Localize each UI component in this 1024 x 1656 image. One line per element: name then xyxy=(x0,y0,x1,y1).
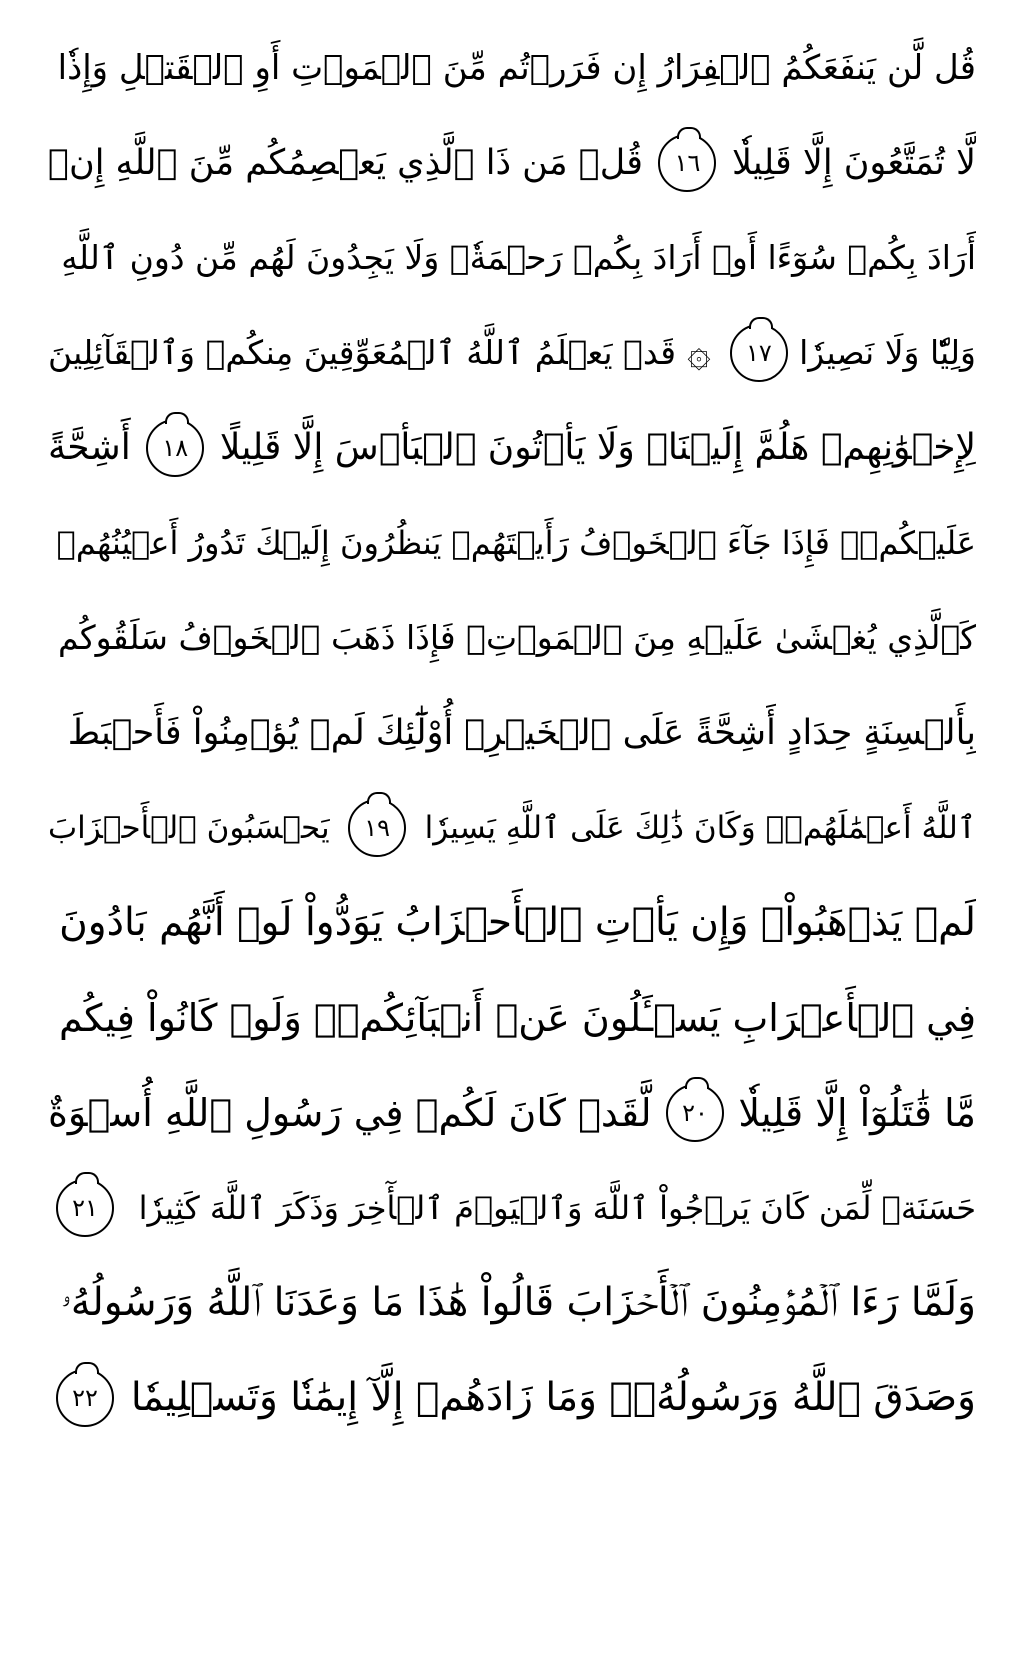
ayah-end-marker: ٢٢ xyxy=(56,1369,114,1427)
verse-text: لَمۡ يَذۡهَبُواْۖ وَإِن يَأۡتِ ٱلۡأَحۡزَابُ يَوَدُّواْ لَوۡ أَنَّهُم بَادُونَ xyxy=(59,900,976,945)
ayah-end-marker: ١٩ xyxy=(348,799,406,857)
rub-el-hizb-icon: ۞ xyxy=(687,330,711,376)
verse-line xyxy=(48,309,976,397)
verse-line xyxy=(48,1259,976,1347)
verse-text: لَّا تُمَتَّعُونَ إِلَّا قَلِيلٗا xyxy=(732,143,976,183)
verse-text: ٱللَّهُ أَعۡمَٰلَهُمۡۚ وَكَانَ ذَٰلِكَ عَلَى ٱللَّهِ يَسِيرٗا xyxy=(424,810,976,846)
verse-text: قُل لَّن يَنفَعَكُمُ ٱلۡفِرَارُ إِن فَرَرۡتُم مِّنَ ٱلۡمَوۡتِ أَوِ ٱلۡقَتۡلِ وَإِذٗا xyxy=(57,48,976,88)
verse-line xyxy=(48,119,976,207)
verse-text: كَٱلَّذِي يُغۡشَىٰ عَلَيۡهِ مِنَ ٱلۡمَوۡتِۖ فَإِذَا ذَهَبَ ٱلۡخَوۡفُ سَلَقُوكُم xyxy=(57,618,976,657)
verse-text: يَحۡسَبُونَ ٱلۡأَحۡزَابَ xyxy=(48,810,330,846)
verse-line xyxy=(48,784,976,872)
verse-line xyxy=(48,1164,976,1252)
verse-text: وَلَمَّا رَءَا ٱلۡمُؤۡمِنُونَ ٱلۡأَحۡزَابَ قَالُواْ هَٰذَا مَا وَعَدَنَا ٱللَّهُ وَرَسُولُهُۥ xyxy=(61,1280,976,1325)
verse-text: قُلۡ مَن ذَا ٱلَّذِي يَعۡصِمُكُم مِّنَ ٱللَّهِ إِنۡ xyxy=(48,143,643,183)
verse-line xyxy=(48,214,976,302)
verse-text: أَرَادَ بِكُمۡ سُوٓءًا أَوۡ أَرَادَ بِكُمۡ رَحۡمَةٗۚ وَلَا يَجِدُونَ لَهُم مِّن دُونِ ٱللَّهِ xyxy=(61,238,976,277)
ayah-end-marker: ٢٠ xyxy=(666,1084,724,1142)
verse-line xyxy=(48,879,976,967)
verse-text: لِإِخۡوَٰنِهِمۡ هَلُمَّ إِلَيۡنَاۖ وَلَا يَأۡتُونَ ٱلۡبَأۡسَ إِلَّا قَلِيلًا xyxy=(219,427,976,468)
verse-line xyxy=(48,1069,976,1157)
verse-text: مَّا قَٰتَلُوٓاْ إِلَّا قَلِيلٗا xyxy=(738,1091,976,1135)
verse-line xyxy=(48,974,976,1062)
verse-text: أَشِحَّةً xyxy=(48,427,131,468)
ayah-end-marker: ١٦ xyxy=(658,134,716,192)
verse-text: حَسَنَةٞ لِّمَن كَانَ يَرۡجُواْ ٱللَّهَ وَٱلۡيَوۡمَ ٱلۡأٓخِرَ وَذَكَرَ ٱللَّهَ كَثِيرٗا xyxy=(138,1189,976,1227)
ayah-end-marker: ٢١ xyxy=(56,1179,114,1237)
verse-line xyxy=(48,689,976,777)
verse-text: بِأَلۡسِنَةٍ حِدَادٍ أَشِحَّةً عَلَى ٱلۡخَيۡرِۚ أُوْلَٰٓئِكَ لَمۡ يُؤۡمِنُواْ فَأَحۡبَطَ xyxy=(67,713,976,753)
verse-text: لَّقَدۡ كَانَ لَكُمۡ فِي رَسُولِ ٱللَّهِ أُسۡوَةٌ xyxy=(48,1091,652,1135)
verse-line xyxy=(48,404,976,492)
verse-text: فِي ٱلۡأَعۡرَابِ يَسۡـَٔلُونَ عَنۡ أَنۢبَآئِكُمۡۖ وَلَوۡ كَانُواْ فِيكُم xyxy=(58,996,976,1040)
verse-text: وَلِيّٗا وَلَا نَصِيرٗا xyxy=(799,333,976,372)
verse-line xyxy=(48,594,976,682)
verse-text: عَلَيۡكُمۡۖ فَإِذَا جَآءَ ٱلۡخَوۡفُ رَأَيۡتَهُمۡ يَنظُرُونَ إِلَيۡكَ تَدُورُ أَعۡيُنُهُمۡ xyxy=(56,524,976,562)
ayah-end-marker: ١٧ xyxy=(730,324,788,382)
verse-text: قَدۡ يَعۡلَمُ ٱللَّهُ ٱلۡمُعَوِّقِينَ مِنكُمۡ وَٱلۡقَآئِلِينَ xyxy=(48,333,676,372)
ayah-end-marker: ١٨ xyxy=(146,419,204,477)
verse-line xyxy=(48,499,976,587)
verse-line xyxy=(48,24,976,112)
verse-line xyxy=(48,1354,976,1442)
verse-text: وَصَدَقَ ٱللَّهُ وَرَسُولُهُۥۚ وَمَا زَادَهُمۡ إِلَّآ إِيمَٰنٗا وَتَسۡلِيمٗا xyxy=(130,1375,976,1420)
